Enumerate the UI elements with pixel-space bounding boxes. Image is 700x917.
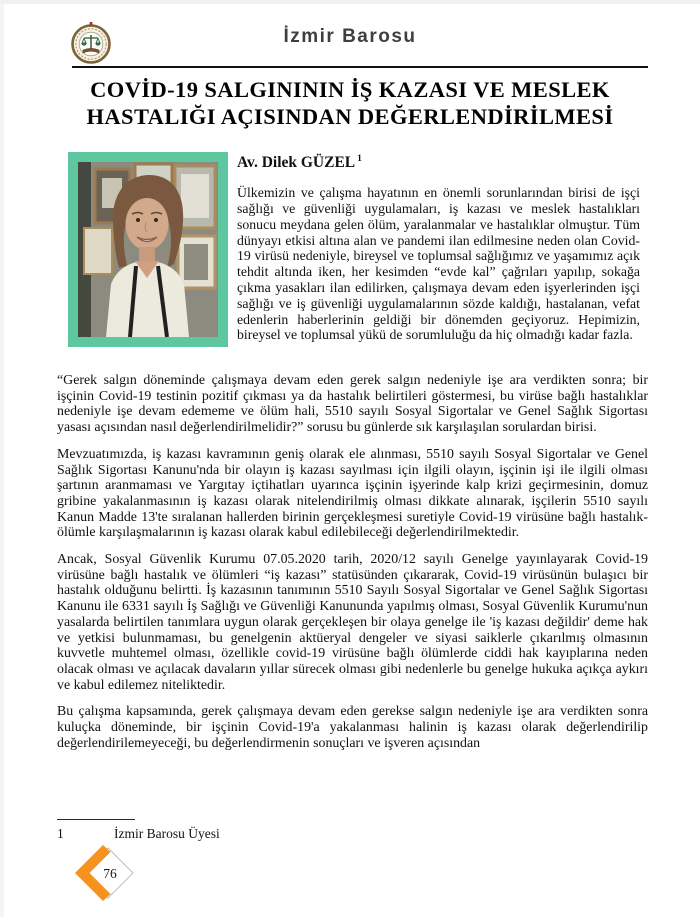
page-number-badge (72, 843, 136, 907)
author-name (237, 154, 640, 172)
header-brand: İzmir Barosu (283, 26, 417, 47)
paragraph-sgk-circular: Ancak, Sosyal Güvenlik Kurumu 07.05.2020 tarih, 2020/12 sayılı Genelge yayınlayarak Covid-19 virüsüne bağlı hastalık ve ölümleri “iş kazası” statüsünden çıkararak, Covid-19 virüsünün bulaşıcı bir hastalık olduğunu belirtti. İş kazasının tanımının 5510 Sayılı Sosyal Sigortalar ve Genel Sağlık Sigortası Kanunu ile 6331 sayılı İş Sağlığı ve Güvenliği Kanununda yapılmış olması, Sosyal Güvenlik Kurumu'nun yasalarda belirtilen tanımlara uygun olarak gerçekleşen bir olaya genelge ile 'iş kazası değildir' deme hak ve yetkisi bulunmaması, bu genelgenin aktüeryal dengeler ve siyasi saiklerle çıkarılmış olmasının kuvvetle muhtemel olması, özellikle covid-19 virüsüne bağlı ölümlerde ciddi hak kayıplarına neden olacak olması ve açılacak davaların yıllar sürecek olması gibi nedenlerle bu genelge hukuka açıkça aykırı ve kabul edilemez niteliktedir. (57, 552, 648, 693)
intro-paragraph: Ülkemizin ve çalışma hayatının en önemli sorunlarından birisi de işçi sağlığı ve güvenliği uygulamaları, iş kazası ve meslek hastalıkları sonucu meydana gelen ölüm, yaralanmalar ve hastalıklar olmuştur. Tüm dünyayı etkisi altına alan ve pandemi ilan edilmesine neden olan Covid-19 virüsü nedeniyle, bireysel ve toplumsal sağlığımız ve yaşamımız açık tehdit altında iken, her kesimden “evde kal” çağrıları yapılıp, sokağa çıkma yasakları ilan edilirken, çalışmaya devam eden işyerlerinden işçi sağlığı ve iş güvenliği uygulamalarının sözde kaldığı, hastalanan, vefat edenlerin haberlerinin geldiği bir dönemden geçiyoruz. Hepimizin, bireysel ve toplumsal yükü de sorumluluğu da hiç olmadığı kadar fazla. (237, 185, 640, 343)
footnote-separator (57, 819, 135, 820)
paragraph-scope: Bu çalışma kapsamında, gerek çalışmaya devam eden gerekse salgın nedeniyle işe ara verdikten sonra kuluçka döneminde, bir işçinin Covid-19'a yakalanması halinin iş kazası olarak değerlendirilip değerlendirilemeyeceği, bu değerlendirmenin sonuçları ve işveren açısından (57, 704, 648, 751)
author-photo (68, 152, 228, 347)
footnote-marker: 1 (57, 826, 64, 841)
article-title-line1: COVİD-19 SALGINININ İŞ KAZASI VE MESLEK (90, 77, 610, 102)
footnote-text: İzmir Barosu Üyesi (114, 826, 220, 841)
author-name-text: Av. Dilek GÜZEL (237, 154, 356, 172)
paragraph-legislation: Mevzuatımızda, iş kazası kavramının geniş olarak ele alınması, 5510 sayılı Sosyal Sigortalar ve Genel Sağlık Sigortası Kanunu'nda bir olayın iş kazası sayılması için ilgili olayın, işçinin işi ile ilgili olması şartının aranmaması ve Yargıtay içtihatları uyarınca işçinin işyerinde kalp krizi geçirmesinin, domuz gribine yakalanmasının iş kazası olarak nitelendirilmiş olması dikkate alınarak, işçilerin 5510 sayılı Kanun Madde 13'te sıralanan hallerden birinin gerçekleşmesi suretiyle Covid-19 virüsüne bağlı hastalık-ölümle karşılaşmalarının iş kazası olarak kabul edilebileceği değerlendirilmektedir. (57, 446, 648, 541)
lead-text-column (237, 152, 640, 343)
article-title (50, 76, 650, 130)
footnote (57, 826, 648, 842)
article-body (57, 373, 648, 762)
header-divider (72, 66, 648, 68)
article-title-line2: HASTALIĞI AÇISINDAN DEĞERLENDİRİLMESİ (86, 104, 614, 129)
lead-section (68, 152, 649, 347)
author-footnote-ref: 1 (357, 154, 362, 164)
paragraph-quote: “Gerek salgın döneminde çalışmaya devam eden gerek salgın nedeniyle işe ara verdikten sonra; bir işçinin Covid-19 testinin pozitif çıkması ya da hastalık belirtileri göstermesi, bu virüse bağlı hastalıklar nedeniyle işe devam edememe ve ölüm hali, 5510 sayılı Sosyal Sigortalar ve Genel Sağlık Sigortası yasası açısından nasıl değerlendirilmelidir?” sorusu bu günlerde sık karşılaşılan sorulardan birisi. (57, 373, 648, 436)
page-number: 76 (103, 866, 117, 881)
footnote-block (57, 819, 648, 842)
